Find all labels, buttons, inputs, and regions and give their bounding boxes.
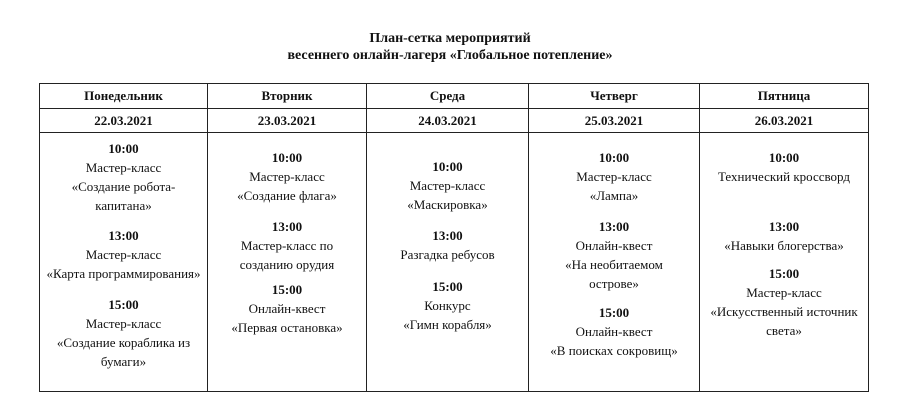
event-text: Онлайн-квест bbox=[248, 301, 326, 316]
event-text: острове» bbox=[589, 276, 639, 291]
event bbox=[208, 148, 366, 205]
weekday-header: Среда bbox=[367, 84, 529, 109]
event-time: 13:00 bbox=[271, 219, 303, 234]
event-text: Мастер-класс bbox=[85, 160, 162, 175]
event bbox=[529, 303, 699, 360]
event-time: 10:00 bbox=[768, 150, 800, 165]
event bbox=[367, 157, 528, 214]
event-text: Технический кроссворд bbox=[717, 169, 850, 184]
event-text: «Искусственный источник bbox=[710, 304, 858, 319]
event-time: 15:00 bbox=[271, 282, 303, 297]
event-time: 10:00 bbox=[432, 159, 463, 174]
event-time: 15:00 bbox=[108, 297, 139, 312]
title-line-1: План-сетка мероприятий bbox=[369, 31, 531, 46]
event-text: созданию орудия bbox=[239, 257, 335, 272]
event-time: 13:00 bbox=[108, 228, 139, 243]
event-text: «Гимн корабля» bbox=[403, 317, 492, 332]
day-events-cell bbox=[208, 133, 367, 392]
event bbox=[700, 217, 868, 255]
event-text: Онлайн-квест bbox=[575, 238, 653, 253]
event-time: 13:00 bbox=[598, 219, 630, 234]
event-time: 13:00 bbox=[768, 219, 800, 234]
event bbox=[40, 295, 207, 371]
event-text: бумаги» bbox=[100, 354, 147, 369]
event-time: 15:00 bbox=[598, 305, 630, 320]
date-cell: 22.03.2021 bbox=[40, 109, 208, 133]
event-time: 10:00 bbox=[108, 141, 139, 156]
weekday-header: Четверг bbox=[529, 84, 700, 109]
weekday-header-row bbox=[40, 84, 869, 109]
event-text: «В поисках сокровищ» bbox=[550, 343, 678, 358]
event-text: «Навыки блогерства» bbox=[724, 238, 844, 253]
event-time: 13:00 bbox=[432, 228, 463, 243]
event-time: 10:00 bbox=[598, 150, 630, 165]
event-text: «Маскировка» bbox=[407, 197, 488, 212]
event bbox=[700, 264, 868, 340]
event-text: Мастер-класс bbox=[249, 169, 325, 184]
event-text: Конкурс bbox=[424, 298, 471, 313]
event-text: «Карта программирования» bbox=[46, 266, 201, 281]
event bbox=[208, 280, 366, 337]
day-events-cell bbox=[367, 133, 529, 392]
event-text: «Создание флага» bbox=[237, 188, 337, 203]
page-title bbox=[0, 30, 900, 64]
event-text: «Лампа» bbox=[589, 188, 639, 203]
event bbox=[40, 226, 207, 283]
events-row bbox=[40, 133, 869, 392]
event-text: Разгадка ребусов bbox=[400, 247, 495, 262]
event bbox=[529, 217, 699, 293]
event bbox=[367, 226, 528, 264]
event-text: «Первая остановка» bbox=[231, 320, 343, 335]
event-text: Мастер-класс по bbox=[240, 238, 334, 253]
day-events-cell bbox=[700, 133, 869, 392]
event bbox=[367, 277, 528, 334]
event-text: Онлайн-квест bbox=[575, 324, 653, 339]
weekday-header: Вторник bbox=[208, 84, 367, 109]
date-row bbox=[40, 109, 869, 133]
event-text: «На необитаемом bbox=[565, 257, 663, 272]
schedule-table bbox=[39, 83, 869, 392]
event bbox=[700, 148, 868, 186]
date-cell: 23.03.2021 bbox=[208, 109, 367, 133]
event bbox=[208, 217, 366, 274]
event-text: «Создание робота- bbox=[71, 179, 176, 194]
date-cell: 24.03.2021 bbox=[367, 109, 529, 133]
event-time: 15:00 bbox=[432, 279, 463, 294]
event-text: Мастер-класс bbox=[576, 169, 652, 184]
date-cell: 26.03.2021 bbox=[700, 109, 869, 133]
event bbox=[529, 148, 699, 205]
event-text: Мастер-класс bbox=[409, 178, 486, 193]
event-text: капитана» bbox=[95, 198, 152, 213]
day-events-cell bbox=[40, 133, 208, 392]
event-text: «Создание кораблика из bbox=[56, 335, 191, 350]
event-text: Мастер-класс bbox=[85, 316, 162, 331]
event-time: 10:00 bbox=[271, 150, 303, 165]
event-text: Мастер-класс bbox=[746, 285, 822, 300]
weekday-header: Пятница bbox=[700, 84, 869, 109]
event-time: 15:00 bbox=[768, 266, 800, 281]
event-text: света» bbox=[766, 323, 802, 338]
event-text: Мастер-класс bbox=[85, 247, 162, 262]
weekday-header: Понедельник bbox=[40, 84, 208, 109]
title-line-2: весеннего онлайн-лагеря «Глобальное потепление» bbox=[287, 48, 613, 63]
day-events-cell bbox=[529, 133, 700, 392]
date-cell: 25.03.2021 bbox=[529, 109, 700, 133]
event bbox=[40, 139, 207, 215]
